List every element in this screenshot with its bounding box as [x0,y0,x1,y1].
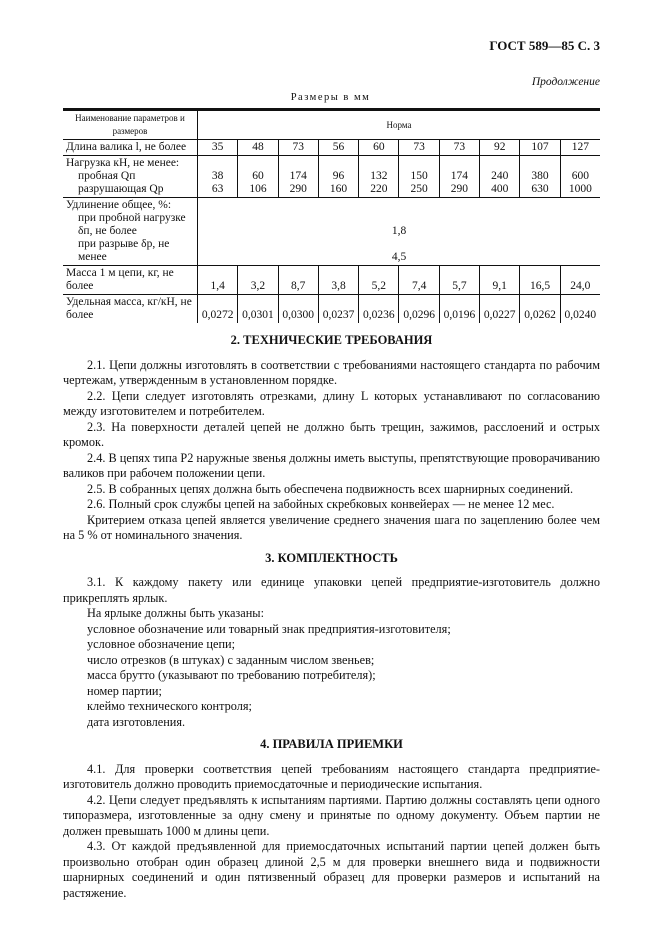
list-item: условное обозначение цепи; [87,637,236,651]
row-sublabel: пробная Qп [78,170,136,182]
cell-value: 0,0227 [480,295,520,324]
list-item: число отрезков (в штуках) с заданным числом звеньев; [87,652,375,667]
cell-value [439,156,479,198]
cell-value: 0,0237 [318,295,358,324]
breaking-load: 630 [531,183,549,195]
test-load: 38 [211,170,224,182]
cell-value: 16,5 [520,266,560,295]
cell-value [480,156,520,198]
paragraph: 4.3. От каждой предъявленной для приемосдаточных испытаний партии цепей должен быть произвольно отобран один образец длиной 2,5 м для проверки внешнего вида и подвижности шарнирных соединений и один пятизвенный образец для проверки размеров и испытаний на растяжение. [63,839,600,900]
breaking-load: 290 [450,183,469,195]
cell-value: 73 [439,140,479,156]
units-caption: Размеры в мм [290,92,371,103]
cell-value: 4,5 [391,251,407,263]
cell-value: 35 [198,140,238,156]
cell-value: 73 [278,140,318,156]
cell-value: 92 [480,140,520,156]
row-label: Удельная масса, кг/кН, не более [66,296,192,321]
row-label-main: Удлинение общее, %: [66,199,172,211]
paragraph: 2.1. Цепи должны изготовлять в соответствии с требованиями настоящего стандарта по рабочим чертежам, утвержденным в установленном порядке. [63,357,600,387]
cell-value [520,156,560,198]
cell-value: 56 [318,140,358,156]
paragraph: 4.2. Цепи следует предъявлять к испытаниям партиями. Партию должны составлять цепи одного типоразмера, изготовленные за одну смену и принятые по одному документу. Объем партии не должен превышать 1000 м длины цепи. [63,792,600,838]
row-sublabel: при пробной нагрузке δп, не более [78,212,186,237]
cell-value [318,156,358,198]
row-sublabel: разрушающая Qр [78,183,164,195]
test-load: 132 [370,170,388,182]
test-load: 174 [450,170,469,182]
col-header-param: Наименование параметров и размеров [75,113,185,136]
list-item: масса брутто (указывают по требованию потребителя); [87,668,376,682]
cell-value: 3,2 [238,266,278,295]
breaking-load: 63 [211,183,224,195]
section-heading: 2. ТЕХНИЧЕСКИЕ ТРЕБОВАНИЯ [230,333,433,347]
paragraph: 3.1. К каждому пакету или единице упаковки цепей предприятие-изготовитель должно прикреплять ярлык. [63,575,600,605]
cell-value: 24,0 [560,266,600,295]
breaking-load: 250 [410,183,428,195]
cell-value [198,156,238,198]
paragraph: 2.5. В собранных цепях должна быть обеспечена подвижность всех шарнирных соединений. [87,481,574,496]
test-load: 150 [410,170,428,182]
cell-value: 0,0240 [560,295,600,324]
row-label [63,198,198,266]
breaking-load: 1000 [568,183,592,195]
test-load: 96 [332,170,345,182]
table-row [63,266,600,295]
cell-value: 0,0236 [359,295,399,324]
table-row [63,140,600,156]
cell-value: 9,1 [480,266,520,295]
test-load: 240 [491,170,509,182]
breaking-load: 400 [491,183,509,195]
test-load: 600 [571,170,589,182]
cell-value: 127 [560,140,600,156]
list-item: дата изготовления. [87,714,186,729]
paragraph: 2.2. Цепи следует изготовлять отрезками, длину L которых устанавливают по согласованию между изготовителем и потребителем. [63,388,600,418]
breaking-load: 220 [370,183,388,195]
cell-value: 0,0196 [439,295,479,324]
cell-value: 0,0301 [238,295,278,324]
page-header: ГОСТ 589—85 С. 3 [489,38,600,53]
parameters-table [63,108,600,323]
row-label [63,156,198,198]
section-heading: 4. ПРАВИЛА ПРИЕМКИ [260,737,403,751]
cell-value: 1,8 [391,225,407,237]
cell-value: 5,7 [439,266,479,295]
table-row [63,295,600,324]
cell-value: 0,0300 [278,295,318,324]
breaking-load: 290 [289,183,307,195]
cell-value: 107 [520,140,560,156]
section-heading: 3. КОМПЛЕКТНОСТЬ [265,550,398,565]
paragraph: 2.3. На поверхности деталей цепей не должно быть трещин, зажимов, расслоений и острых кромок. [63,419,600,449]
cell-value [399,156,439,198]
row-label: Масса 1 м цепи, кг, не более [66,267,174,292]
test-load: 174 [289,170,307,182]
cell-value: 48 [238,140,278,156]
cell-value [238,156,278,198]
list-item: На ярлыке должны быть указаны: [87,606,264,620]
cell-value: 8,7 [278,266,318,295]
row-label: Длина валика l, не более [66,141,187,153]
cell-value: 7,4 [399,266,439,295]
paragraph: 2.6. Полный срок службы цепей на забойных скребковых конвейерах — не менее 12 мес. [87,497,555,511]
cell-value [278,156,318,198]
cell-value: 1,4 [198,266,238,295]
paragraph: 4.1. Для проверки соответствия цепей требованиям настоящего стандарта предприятие-изготовитель должно проводить приемосдаточные и периодические испытания. [63,761,600,791]
row-sublabel: при разрыве δр, не менее [78,238,170,263]
cell-value [560,156,600,198]
continuation-label: Продолжение [531,76,600,88]
row-label-main: Нагрузка кН, не менее: [66,157,180,169]
cell-value: 0,0262 [520,295,560,324]
test-load: 380 [531,170,549,182]
cell-value: 73 [399,140,439,156]
table-row [63,156,600,198]
paragraph: Критерием отказа цепей является увеличение среднего значения шага по зацеплению более чем на 5 % от номинального значения. [63,512,600,542]
cell-value: 3,8 [318,266,358,295]
cell-value [359,156,399,198]
cell-value: 0,0272 [198,295,238,324]
merged-cell [198,198,601,266]
cell-value: 60 [359,140,399,156]
cell-value: 0,0296 [399,295,439,324]
breaking-load: 160 [329,183,348,195]
document-body [63,326,600,901]
paragraph: 2.4. В цепях типа Р2 наружные звенья должны иметь выступы, препятствующие проворачиванию валиков при рабочем положении цепи. [63,450,600,480]
list-item: номер партии; [87,683,162,698]
list-item: клеймо технического контроля; [87,699,252,713]
list-item: условное обозначение или товарный знак предприятия-изготовителя; [87,621,451,636]
table-header-row [63,110,600,140]
test-load: 60 [252,170,264,182]
col-header-norm: Норма [198,110,601,140]
table-row [63,198,600,266]
cell-value: 5,2 [359,266,399,295]
breaking-load: 106 [249,183,267,195]
